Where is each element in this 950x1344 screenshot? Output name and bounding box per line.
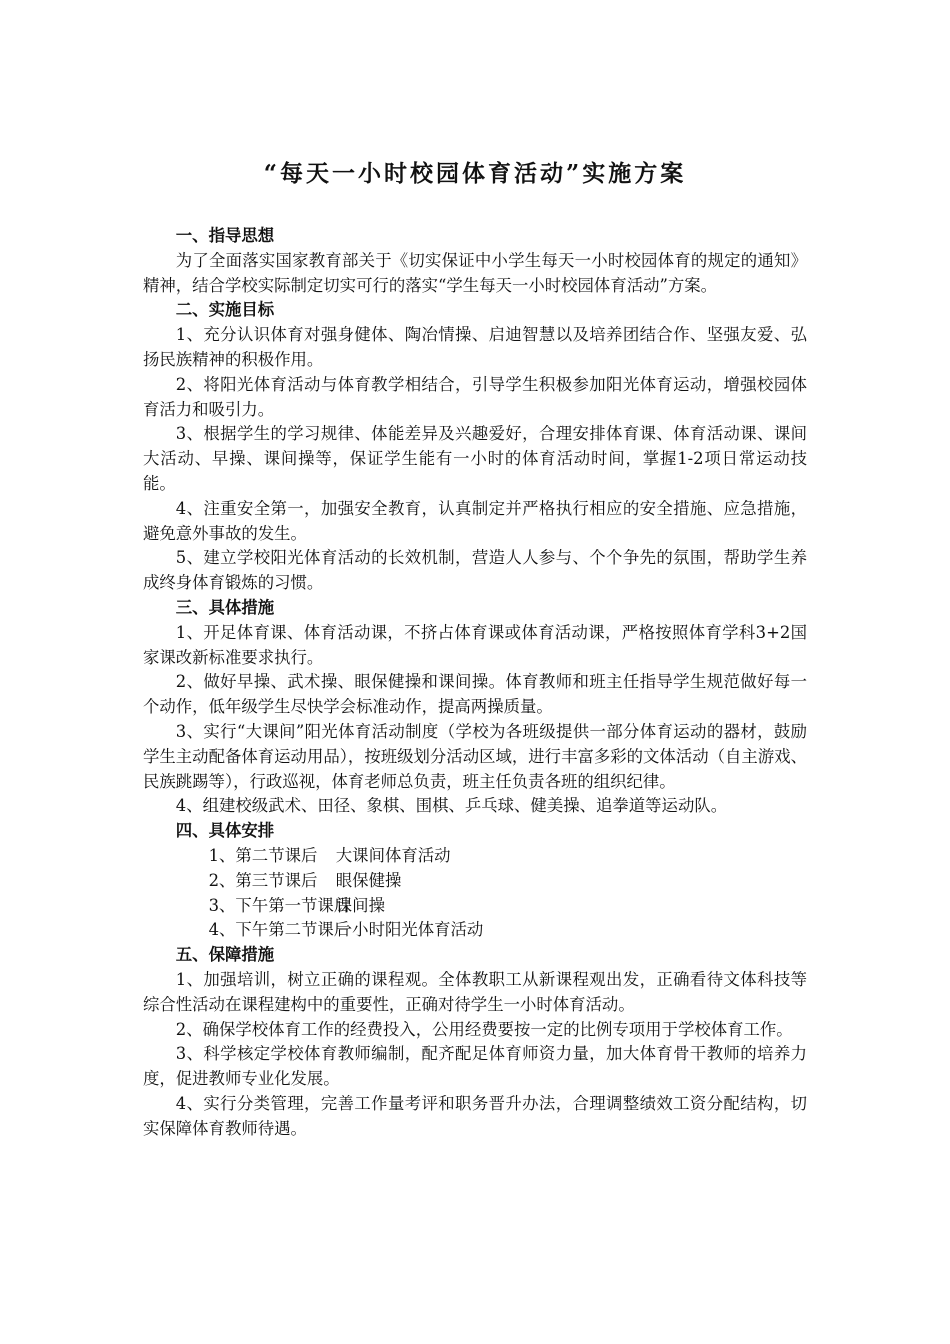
schedule-row xyxy=(143,894,807,919)
schedule-time: 2、第三节课后 xyxy=(208,870,318,890)
paragraph: 3、根据学生的学习规律、体能差异及兴趣爱好，合理安排体育课、体育活动课、课间大活动、早操、课间操等，保证学生能有一小时的体育活动时间，掌握1-2项日常运动技能。 xyxy=(143,424,807,493)
schedule-activity: 一小时阳光体育活动 xyxy=(335,920,484,940)
paragraph: 为了全面落实国家教育部关于《切实保证中小学生每天一小时校园体育的规定的通知》精神，结合学校实际制定切实可行的落实“学生每天一小时校园体育活动”方案。 xyxy=(143,250,807,295)
paragraph: 5、建立学校阳光体育活动的长效机制，营造人人参与、个个争先的氛围，帮助学生养成终身体育锻炼的习惯。 xyxy=(143,548,807,593)
paragraph: 1、加强培训，树立正确的课程观。全体教职工从新课程观出发，正确看待文体科技等综合性活动在课程建构中的重要性，正确对待学生一小时体育活动。 xyxy=(143,969,807,1014)
paragraph: 3、实行“大课间”阳光体育活动制度（学校为各班级提供一部分体育运动的器材，鼓励学生主动配备体育运动用品），按班级划分活动区域，进行丰富多彩的文体活动（自主游戏、民族跳踢等），行政巡视，体育老师总负责，班主任负责各班的组织纪律。 xyxy=(143,721,807,791)
schedule-row xyxy=(143,918,807,943)
section-heading-guiding-ideology: 一、指导思想 xyxy=(175,226,275,245)
paragraph: 2、做好早操、武术操、眼保健操和课间操。体育教师和班主任指导学生规范做好每一个动作，低年级学生尽快学会标准动作，提高两操质量。 xyxy=(143,672,807,717)
schedule-time: 1、第二节课后 xyxy=(208,845,318,865)
schedule-activity: 大课间体育活动 xyxy=(335,845,451,865)
paragraph: 1、充分认识体育对强身健体、陶冶情操、启迪智慧以及培养团结合作、坚强友爱、弘扬民族精神的积极作用。 xyxy=(143,325,807,369)
paragraph: 4、实行分类管理，完善工作量考评和职务晋升办法，合理调整绩效工资分配结构，切实保障体育教师待遇。 xyxy=(143,1093,807,1138)
schedule-time: 4、下午第二节课后 xyxy=(208,920,351,940)
paragraph: 2、确保学校体育工作的经费投入，公用经费要按一定的比例专项用于学校体育工作。 xyxy=(175,1019,793,1039)
section-heading-measures: 三、具体措施 xyxy=(175,597,275,617)
schedule-activity: 眼保健操 xyxy=(335,870,402,890)
paragraph: 2、将阳光体育活动与体育教学相结合，引导学生积极参加阳光体育运动，增强校园体育活力和吸引力。 xyxy=(143,374,807,419)
paragraph: 4、注重安全第一，加强安全教育，认真制定并严格执行相应的安全措施、应急措施，避免意外事故的发生。 xyxy=(143,498,807,543)
paragraph: 3、科学核定学校体育教师编制，配齐配足体育师资力量，加大体育骨干教师的培养力度，促进教师专业化发展。 xyxy=(143,1044,807,1089)
schedule-time: 3、下午第一节课后 xyxy=(208,895,351,915)
schedule-activity: 课间操 xyxy=(335,895,385,915)
paragraph: 4、组建校级武术、田径、象棋、围棋、乒乓球、健美操、追拳道等运动队。 xyxy=(175,796,728,816)
schedule-row xyxy=(143,869,807,894)
document-title: “每天一小时校园体育活动”实施方案 xyxy=(263,160,687,187)
section-heading-schedule: 四、具体安排 xyxy=(175,821,275,841)
section-heading-safeguards: 五、保障措施 xyxy=(175,945,275,965)
section-heading-goals: 二、实施目标 xyxy=(175,300,275,320)
paragraph: 1、开足体育课、体育活动课，不挤占体育课或体育活动课，严格按照体育学科3+2国家课改新标准要求执行。 xyxy=(143,622,807,667)
schedule-row xyxy=(143,844,807,869)
document-body xyxy=(143,224,807,1141)
